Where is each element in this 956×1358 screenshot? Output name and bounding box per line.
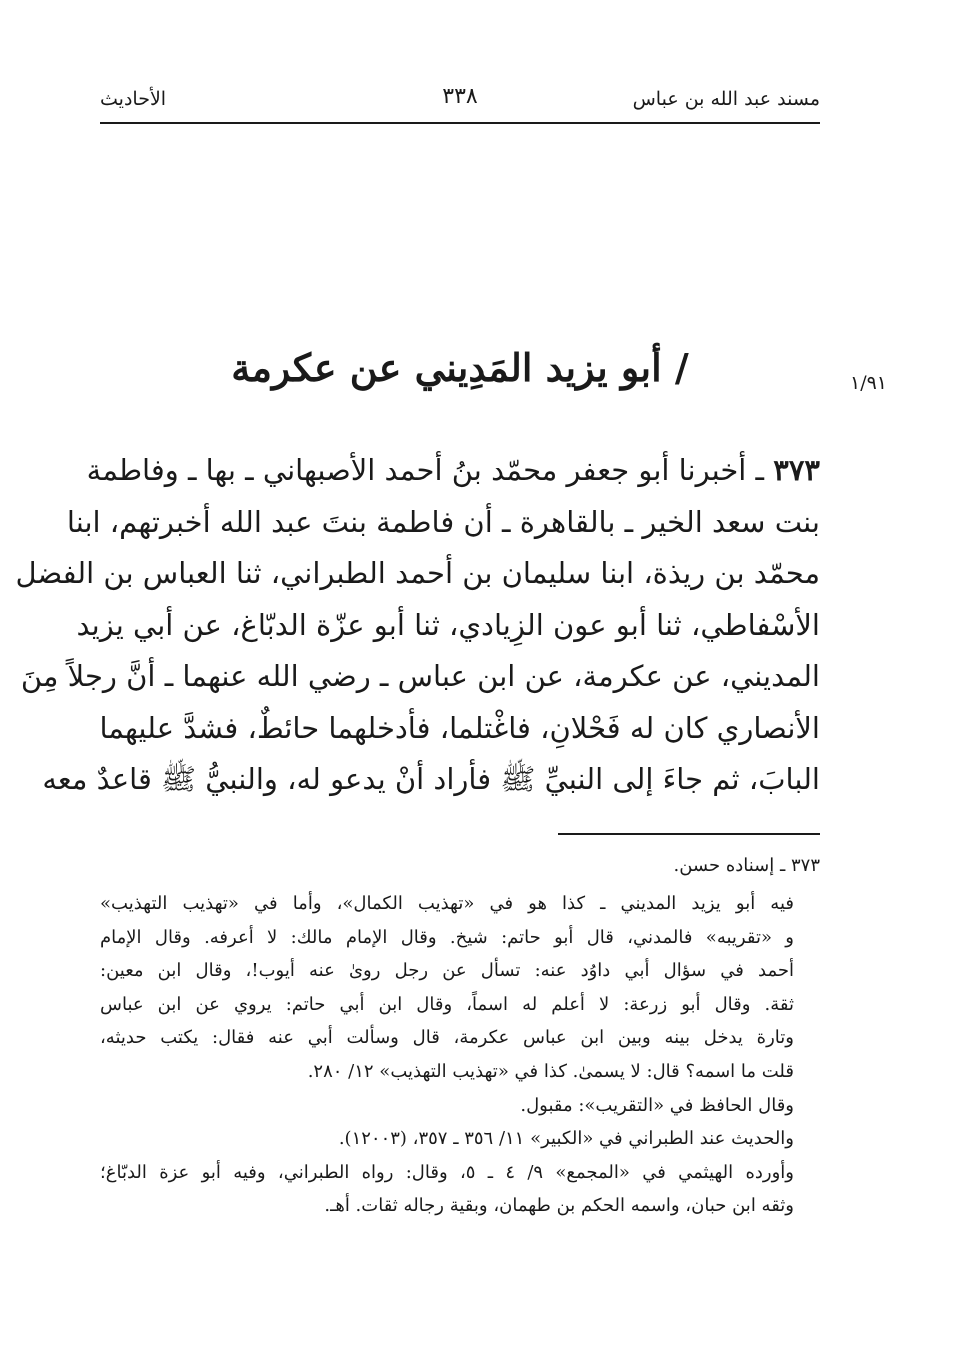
header-rule: [100, 122, 820, 124]
section-header: الأحاديث: [100, 88, 167, 110]
hadith-line: محمّد بن ريذة، ابنا سليمان بن أحمد الطبراني، ثنا العباس بن الفضل: [15, 556, 820, 590]
running-head: [100, 82, 820, 116]
hadith-line: المديني، عن عكرمة، عن ابن عباس ـ رضي الله عنهما ـ أنَّ رجلاً مِنَ: [20, 659, 820, 693]
footnote-line: ثقة. وقال أبو زرعة: لا أعلم له اسماً، وقال ابن أبي حاتم: يروي عن ابن عباس: [100, 993, 794, 1015]
hadith-line: الأسْفاطي، ثنا أبو عون الزِيادي، ثنا أبو عزّة الدبّاغ، عن أبي يزيد: [76, 607, 820, 642]
footnote-heading: ٣٧٣ ـ إسناده حسن.: [673, 855, 820, 876]
hadith-line: بنت سعد الخير ـ بالقاهرة ـ أن فاطمة بنتَ عبد الله أخبرتهم، ابنا: [66, 504, 820, 539]
chapter-title: / أبو يزيد المَدِيني عن عكرمة: [231, 345, 689, 390]
page-number: ٣٣٨: [442, 84, 478, 109]
footnote-line: وأورده الهيثمي في «المجمع» ٩/ ٤ ـ ٥، وقال: رواه الطبراني، وفيه أبو عزة الدبّاغ؛: [100, 1161, 794, 1183]
hadith-line-text: ـ أخبرنا أبو جعفر محمّد بنُ أحمد الأصبهاني ـ بها ـ وفاطمة: [86, 453, 765, 487]
footnote-line: و «تقريبه» فالمدني، قال أبو حاتم: شيخ. وقال الإمام مالك: لا أعرفه. وقال الإمام: [100, 926, 794, 948]
footnote-line: قلت ما اسمه؟ قال: لا يسمىٰ. كذا في «تهذيب التهذيب» ١٢/ ٢٨٠.: [307, 1060, 794, 1082]
footnote-line: فيه أبو يزيد المديني ـ كذا هو في «تهذيب الكمال»، وأما في «تهذيب التهذيب»: [100, 893, 794, 914]
hadith-text: [15, 445, 820, 806]
footnote-line: وثقه ابن حبان، واسمه الحكم بن طهمان، وبقية رجاله ثقات. أهـ.: [324, 1195, 794, 1217]
book-title-header: مسند عبد الله بن عباس: [632, 88, 820, 110]
footnotes: [100, 887, 794, 1223]
footnote-separator: [558, 833, 820, 835]
footnote-line: وقال الحافظ في «التقريب»: مقبول.: [520, 1094, 794, 1116]
footnote-line: وتارة يدخل بينه وبين ابن عباس عكرمة، قال وسألت أبي عنه فقال: يكتب حديثه،: [100, 1027, 794, 1049]
hadith-number: ٣٧٣: [773, 453, 820, 487]
footnote-line: أحمد في سؤال أبي داوُد عنه: تسأل عن رجل روىٰ عنه أيوب!، وقال ابن معين:: [100, 960, 794, 982]
manuscript-folio-note: ١/٩١: [850, 372, 888, 394]
hadith-line: البابَ، ثم جاءَ إلى النبيِّ ﷺ فأراد أنْ يدعو له، والنبيُّ ﷺ قاعدٌ معه: [42, 762, 820, 796]
hadith-line: الأنصاري كان له فَحْلانِ، فاغْتلما، فأدخلهما حائطٌ، فشدَّ عليهما: [99, 710, 820, 745]
hadith-line: [86, 445, 820, 497]
footnote-line: والحديث عند الطبراني في «الكبير» ١١/ ٣٥٦ ـ ٣٥٧، (١٢٠٠٣).: [338, 1128, 794, 1150]
